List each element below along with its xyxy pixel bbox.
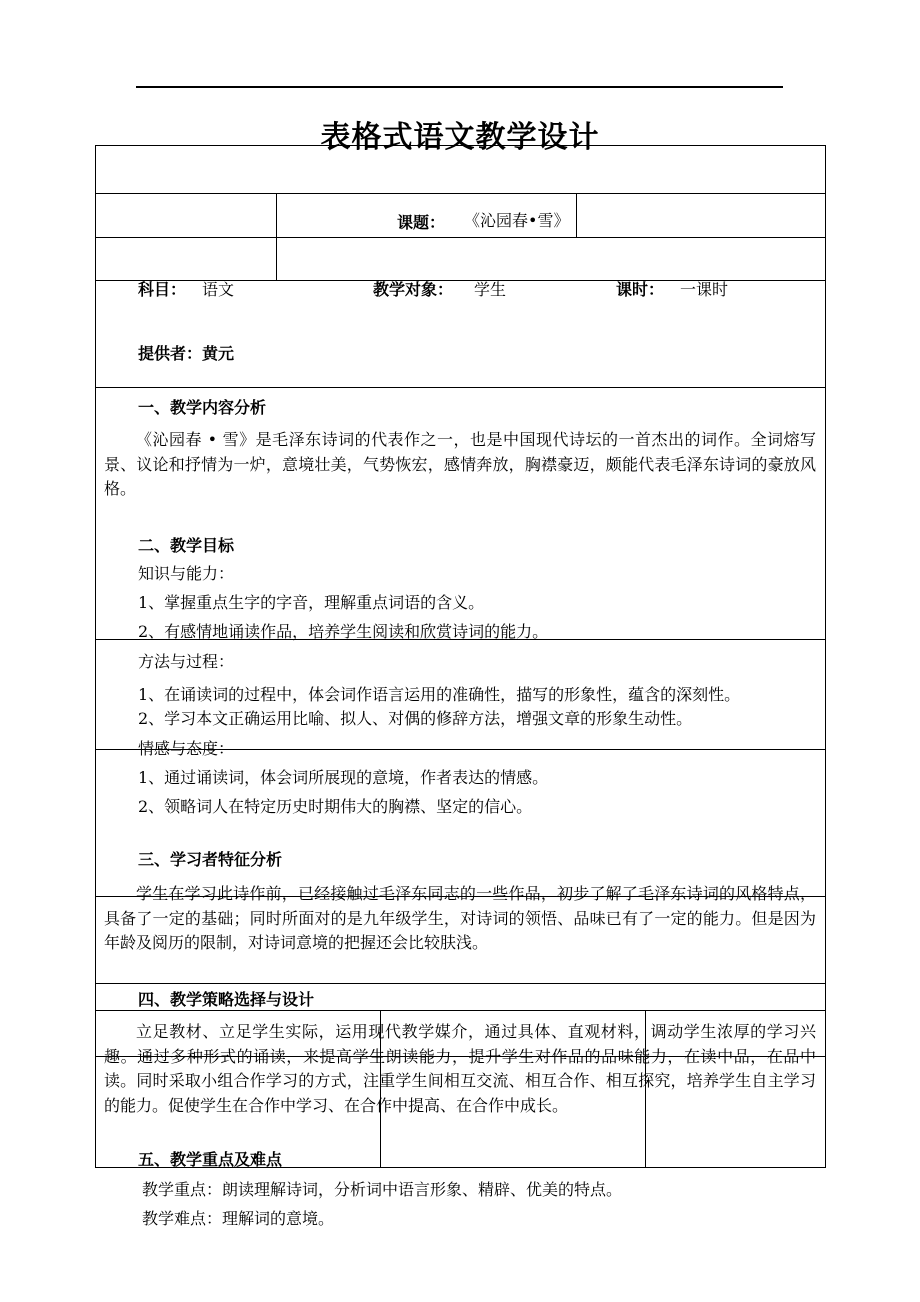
list-item: 教学重点：朗读理解诗词，分析词中语言形象、精辟、优美的特点。 [142,1180,623,1199]
period-label: 课时： [616,280,665,299]
subsection-label: 知识与能力： [138,564,235,583]
provider-label: 提供者：黄元 [138,344,235,363]
subject-value: 语文 [202,280,235,299]
section-heading: 四、教学策略选择与设计 [138,990,315,1009]
table-row-line [95,983,825,984]
subsection-label: 方法与过程： [138,652,235,671]
subsection-label: 情感与态度： [138,739,235,758]
lesson-label: 课题： [397,213,446,232]
audience-value: 学生 [474,280,507,299]
page-title: 表格式语文教学设计 [320,120,600,155]
section-body: 立足教材、立足学生实际，运用现代教学媒介，通过具体、直观材料，调动学生浓厚的学习兴趣。通过多种形式的诵读，来提高学生朗读能力，提升学生对作品的品味能力，在读中品，在品中读。同时采取小组合作学习的方式，注重学生间相互交流、相互合作、相互探究，培养学生自主学习的能力。促使学生在合作中学习、在合作中提高、在合作中成长。 [104,1022,816,1115]
audience-label: 教学对象： [373,280,454,299]
table-row-line [95,193,825,194]
table-border-right [825,145,826,1168]
list-item: 1、通过诵读词，体会词所展现的意境，作者表达的情感。 [138,768,549,787]
section-body: 《沁园春 • 雪》是毛泽东诗词的代表作之一，也是中国现代诗坛的一首杰出的词作。全词熔写景、议论和抒情为一炉，意境壮美，气势恢宏，感情奔放，胸襟豪迈，颇能代表毛泽东诗词的豪放风格。 [104,430,816,498]
section-heading: 五、教学重点及难点 [138,1150,283,1169]
period-value: 一课时 [680,280,729,299]
section-heading: 二、教学目标 [138,536,235,555]
table-col-line [276,193,277,280]
section-body: 学生在学习此诗作前，已经接触过毛泽东同志的一些作品，初步了解了毛泽东诗词的风格特点，具备了一定的基础；同时所面对的是九年级学生，对诗词的领悟、品味已有了一定的能力。但是因为年龄及阅历的限制，对诗词意境的把握还会比较肤浅。 [104,884,816,952]
list-item: 2、领略词人在特定历史时期伟大的胸襟、坚定的信心。 [138,797,533,816]
table-border-left [95,145,96,1168]
table-row-line [95,237,825,238]
list-item: 1、在诵读词的过程中，体会词作语言运用的准确性，描写的形象性，蕴含的深刻性。 [138,685,741,704]
list-item: 1、掌握重点生字的字音，理解重点词语的含义。 [138,593,485,612]
section-heading: 一、教学内容分析 [138,398,267,417]
lesson-value: 《沁园春•雪》 [464,211,570,230]
list-item: 教学难点：理解词的意境。 [142,1209,335,1228]
table-col-line [576,193,577,237]
section-heading: 三、学习者特征分析 [138,850,283,869]
table-row-line [95,387,825,388]
list-item: 2、有感情地诵读作品，培养学生阅读和欣赏诗词的能力。 [138,622,549,641]
list-item: 2、学习本文正确运用比喻、拟人、对偶的修辞方法，增强文章的形象生动性。 [138,709,693,728]
top-rule [136,86,783,88]
subject-label: 科目： [138,280,187,299]
